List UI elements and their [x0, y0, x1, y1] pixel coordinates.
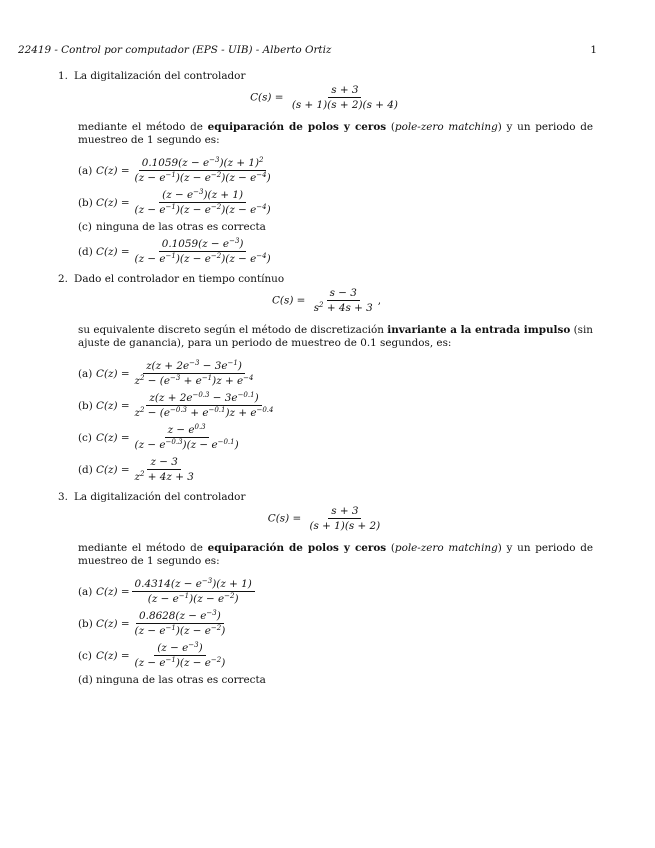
- question-3: [60, 491, 593, 686]
- option-label: (d): [78, 674, 93, 686]
- option-label: (b): [78, 399, 93, 412]
- fraction-denominator: $z^2 + 4z + 3$: [134, 470, 194, 483]
- question-1: [60, 70, 593, 265]
- option-fraction: [132, 157, 274, 184]
- answer-option: [78, 157, 593, 184]
- question-number: 2.: [58, 273, 68, 285]
- option-lhs: C(z) =: [96, 617, 130, 630]
- statement-bold: invariante a la entrada impulso: [387, 324, 571, 336]
- statement-italic: pole-zero matching: [394, 121, 498, 133]
- option-lhs: C(z) =: [96, 585, 130, 598]
- option-label: (a): [78, 367, 93, 380]
- option-lhs: C(z) =: [96, 245, 130, 258]
- equation-lhs: C(s) =: [271, 294, 306, 307]
- option-label: (c): [78, 221, 92, 233]
- answer-option: [78, 610, 593, 637]
- statement-text: (: [386, 121, 395, 133]
- question-statement: [78, 121, 593, 147]
- fraction-denominator: $(z - e^{-1})(z - e^{-2})(z - e^{-4})$: [134, 203, 271, 216]
- statement-text: ) y un periodo de muestreo de 1 segundo es:: [78, 121, 593, 146]
- option-label: (b): [78, 196, 93, 209]
- option-label: (b): [78, 617, 93, 630]
- fraction-numerator: $0.8628(z - e^{-3})$: [136, 610, 224, 624]
- option-lhs: C(z) =: [96, 399, 130, 412]
- fraction-numerator: z − 3: [147, 456, 180, 470]
- fraction-numerator: $0.4314(z - e^{-3})(z + 1)$: [132, 578, 255, 592]
- option-fraction: [132, 642, 229, 669]
- statement-text: su equivalente discreto según el método de discretización: [78, 324, 388, 336]
- equation-fraction: [306, 505, 383, 532]
- option-lhs: C(z) =: [96, 431, 130, 444]
- statement-text: (sin ajuste de ganancia), para un periodo de muestreo de 0.1 segundos, es:: [78, 324, 593, 349]
- fraction-numerator: $z(z + 2e^{-0.3} - 3e^{-0.1})$: [146, 392, 261, 406]
- answer-option: [78, 424, 593, 451]
- equation-tail: ,: [377, 294, 382, 307]
- fraction-denominator: $(z - e^{-1})(z - e^{-2})$: [134, 624, 226, 637]
- answer-option: [78, 578, 593, 605]
- fraction-numerator: $(z - e^{-3})$: [154, 642, 205, 656]
- fraction-numerator: $0.1059(z - e^{-3})(z + 1)^2$: [139, 157, 267, 171]
- statement-text: ) y un periodo de muestreo de 1 segundo es:: [78, 542, 593, 567]
- option-fraction: [132, 424, 242, 451]
- fraction-denominator: $(z - e^{-0.3})(z - e^{-0.1})$: [134, 438, 239, 451]
- fraction-numerator: $z - e^{0.3}$: [165, 424, 209, 438]
- option-text: ninguna de las otras es correcta: [96, 674, 266, 686]
- answer-option: [78, 674, 593, 686]
- option-fraction: [132, 360, 257, 387]
- statement-text: mediante el método de: [78, 121, 208, 133]
- equation-lhs: C(s) =: [250, 91, 284, 104]
- fraction-numerator: s + 3: [328, 505, 361, 519]
- answer-option: [78, 221, 593, 233]
- question-number: 3.: [58, 491, 68, 503]
- answer-option: [78, 642, 593, 669]
- equation-fraction: [289, 84, 401, 111]
- option-lhs: C(z) =: [96, 196, 130, 209]
- header-title: 22419 - Control por computador (EPS - UIB) - Alberto Ortiz: [18, 44, 332, 56]
- fraction-denominator: $(z - e^{-1})(z - e^{-2})(z - e^{-4})$: [134, 252, 271, 265]
- fraction-denominator: $z^2 - (e^{-0.3} + e^{-0.1})z + e^{-0.4}$: [134, 406, 274, 419]
- answer-option: [78, 189, 593, 216]
- fraction-denominator: (s + 1)(s + 2): [309, 520, 381, 532]
- answer-option: [78, 392, 593, 419]
- option-fraction: [132, 456, 197, 483]
- question-intro: Dado el controlador en tiempo contínuo: [74, 273, 285, 285]
- statement-text: (: [386, 542, 395, 554]
- fraction-numerator: $(z - e^{-3})(z + 1)$: [159, 189, 246, 203]
- controller-equation: [60, 287, 593, 314]
- controller-equation: [60, 84, 593, 111]
- question-intro: La digitalización del controlador: [74, 70, 246, 82]
- statement-italic: pole-zero matching: [394, 542, 498, 554]
- option-fraction: [132, 392, 277, 419]
- question-intro: La digitalización del controlador: [74, 491, 246, 503]
- fraction-denominator: $(z - e^{-1})(z - e^{-2})(z - e^{-4})$: [134, 171, 271, 184]
- question-2: [60, 273, 593, 483]
- option-label: (c): [78, 649, 92, 662]
- option-fraction: [132, 578, 255, 605]
- option-text: ninguna de las otras es correcta: [96, 221, 266, 233]
- answer-option: [78, 238, 593, 265]
- fraction-denominator: $z^2 - (e^{-3} + e^{-1})z + e^{-4}$: [134, 374, 254, 387]
- option-label: (c): [78, 431, 92, 444]
- option-lhs: C(z) =: [96, 164, 130, 177]
- option-lhs: C(z) =: [96, 649, 130, 662]
- option-fraction: [132, 610, 229, 637]
- option-label: (a): [78, 585, 93, 598]
- equation-lhs: C(s) =: [267, 512, 302, 525]
- statement-bold: equiparación de polos y ceros: [207, 121, 387, 133]
- question-statement: [78, 324, 593, 350]
- fraction-numerator: $z(z + 2e^{-3} - 3e^{-1})$: [143, 360, 245, 374]
- page-number: 1: [590, 44, 597, 56]
- question-statement: [78, 542, 593, 568]
- option-label: (d): [78, 463, 93, 476]
- fraction-denominator: $(z - e^{-1})(z - e^{-2})$: [147, 592, 239, 605]
- exam-content: [60, 70, 593, 694]
- answer-option: [78, 360, 593, 387]
- option-fraction: [132, 238, 274, 265]
- controller-equation: [60, 505, 593, 532]
- statement-text: mediante el método de: [78, 542, 208, 554]
- question-number: 1.: [58, 70, 68, 82]
- option-label: (d): [78, 245, 93, 258]
- page-header: [18, 44, 597, 56]
- fraction-denominator: $s^2 + 4s + 3$: [313, 301, 373, 314]
- equation-fraction: [311, 287, 376, 314]
- fraction-denominator: (s + 1)(s + 2)(s + 4): [291, 99, 398, 111]
- fraction-denominator: $(z - e^{-1})(z - e^{-2})$: [134, 656, 226, 669]
- statement-bold: equiparación de polos y ceros: [207, 542, 387, 554]
- fraction-numerator: $0.1059(z - e^{-3})$: [159, 238, 247, 252]
- answer-option: [78, 456, 593, 483]
- fraction-numerator: s − 3: [327, 287, 360, 301]
- option-label: (a): [78, 164, 93, 177]
- fraction-numerator: s + 3: [328, 84, 361, 98]
- option-lhs: C(z) =: [96, 463, 130, 476]
- option-lhs: C(z) =: [96, 367, 130, 380]
- option-fraction: [132, 189, 274, 216]
